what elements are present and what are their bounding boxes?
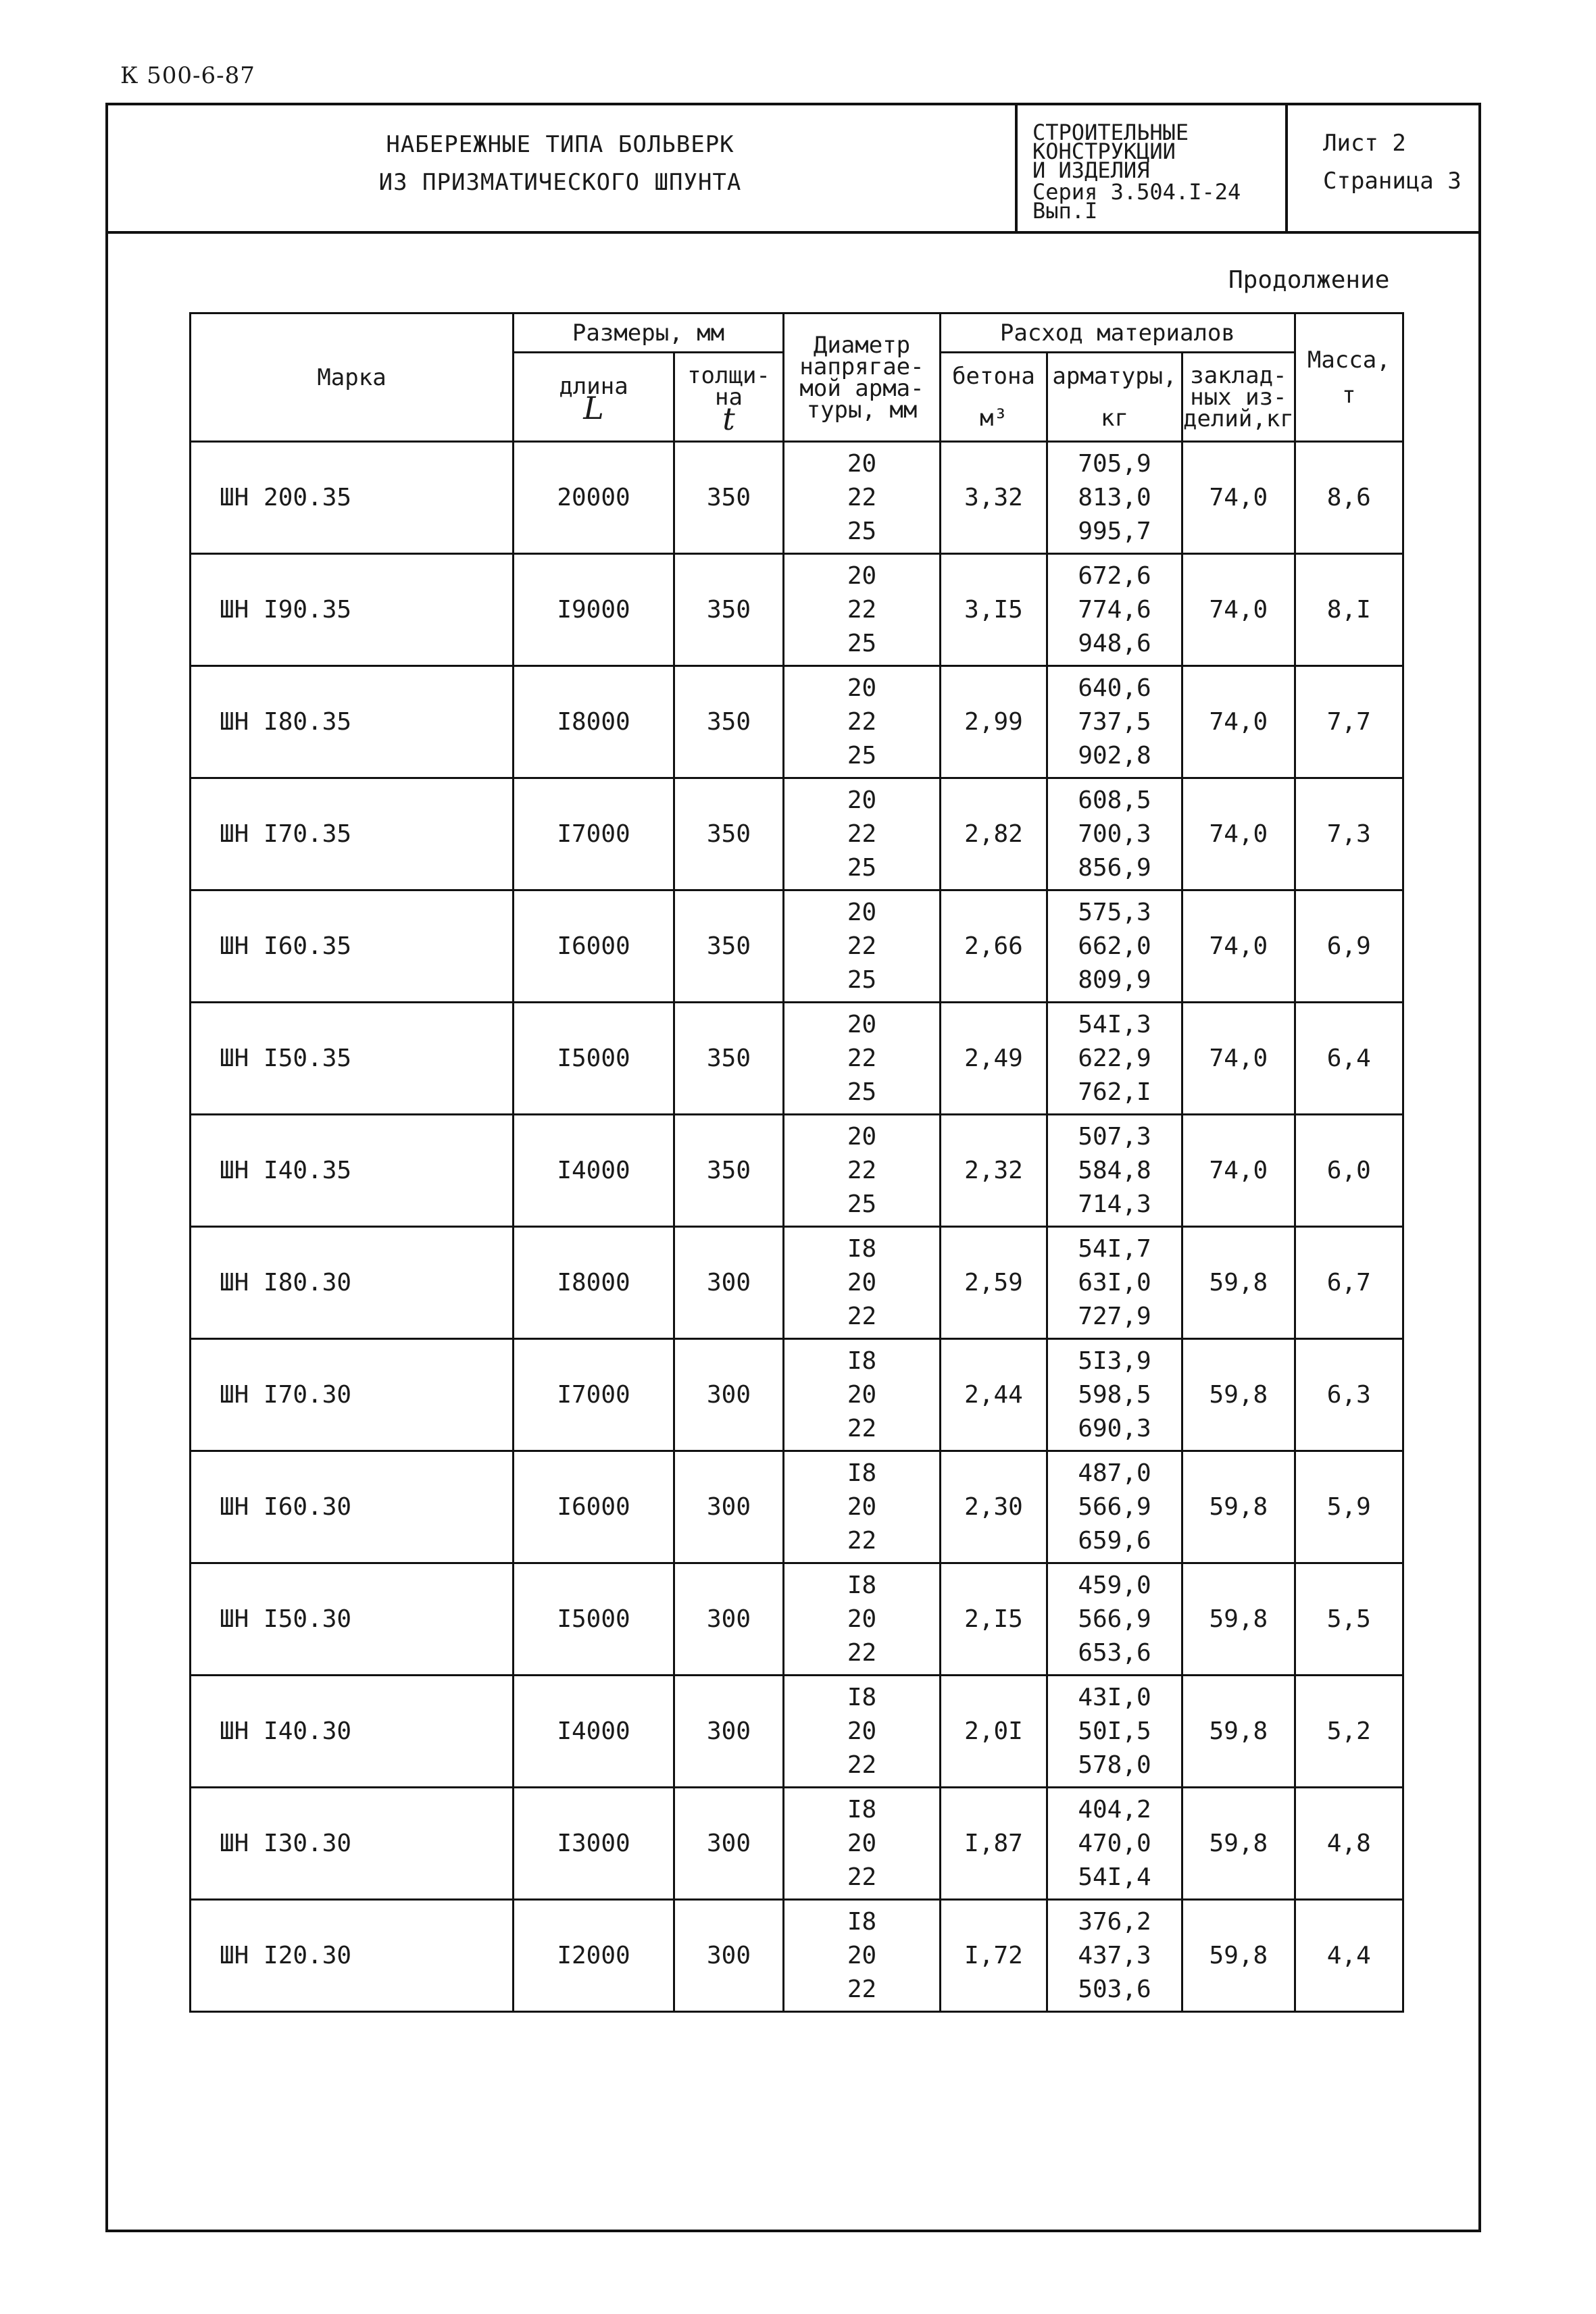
table-row	[191, 1900, 1403, 2012]
cell-diameters-value: 20	[847, 1492, 877, 1521]
cell-thickness: 350	[674, 778, 784, 890]
cell-diameters-value: 20	[847, 1605, 877, 1633]
cell-concrete: 3,I5	[941, 554, 1047, 666]
cell-diameters-value: 22	[847, 1526, 877, 1555]
cell-diameters-value: 25	[847, 517, 877, 545]
cell-concrete: 2,0I	[941, 1676, 1047, 1788]
cell-concrete: 2,I5	[941, 1563, 1047, 1676]
header-mass-unit: т	[1342, 381, 1356, 409]
cell-thickness: 300	[674, 1788, 784, 1900]
cell-concrete: I,72	[941, 1900, 1047, 2012]
header-rebar	[1047, 353, 1182, 442]
cell-diameters	[784, 666, 941, 778]
cell-diameters	[784, 1676, 941, 1788]
sheet-label: Лист 2	[1323, 130, 1406, 157]
cell-diameters-value: I8	[847, 1571, 877, 1599]
cell-length: I4000	[514, 1115, 674, 1227]
cell-marka: ШН I60.35	[191, 890, 514, 1003]
cell-diameters-value: I8	[847, 1347, 877, 1375]
cell-marka: ШН I80.30	[191, 1227, 514, 1339]
cell-rebar-value: 995,7	[1078, 517, 1151, 545]
table-row	[191, 778, 1403, 890]
cell-concrete: 3,32	[941, 442, 1047, 554]
cell-embedded: 74,0	[1182, 890, 1295, 1003]
cell-rebar-value: 662,0	[1078, 932, 1151, 960]
cell-marka: ШН I70.30	[191, 1339, 514, 1451]
cell-diameters-value: 22	[847, 820, 877, 848]
header-length-symbol: L	[583, 389, 604, 426]
cell-diameters	[784, 1900, 941, 2012]
cell-diameters-value: 22	[847, 1751, 877, 1779]
header-thickness	[674, 353, 784, 442]
cell-embedded: 74,0	[1182, 554, 1295, 666]
cell-mass: 6,9	[1295, 890, 1403, 1003]
cell-concrete: 2,59	[941, 1227, 1047, 1339]
cell-marka: ШН 200.35	[191, 442, 514, 554]
header-length-label: длина	[559, 372, 628, 400]
cell-rebar-value: 659,6	[1078, 1526, 1151, 1555]
cell-mass: 6,3	[1295, 1339, 1403, 1451]
sheet-cell	[1288, 103, 1478, 231]
cell-length: I6000	[514, 1451, 674, 1563]
cell-mass: 6,7	[1295, 1227, 1403, 1339]
cell-rebar-value: 566,9	[1078, 1492, 1151, 1521]
title-cell	[105, 103, 1018, 231]
header-thickness-symbol: t	[722, 400, 735, 437]
series-line-1: СТРОИТЕЛЬНЫЕ	[1032, 120, 1189, 145]
cell-rebar	[1047, 1003, 1182, 1115]
cell-rebar-value: 856,9	[1078, 853, 1151, 882]
cell-rebar	[1047, 1339, 1182, 1451]
table-body	[191, 442, 1403, 2012]
cell-mass: 4,4	[1295, 1900, 1403, 2012]
cell-length: 20000	[514, 442, 674, 554]
cell-marka: ШН I20.30	[191, 1900, 514, 2012]
cell-rebar-value: 54I,7	[1078, 1234, 1151, 1263]
series-line-5: Вып.I	[1032, 198, 1098, 224]
cell-rebar-value: 459,0	[1078, 1571, 1151, 1599]
cell-rebar-value: 774,6	[1078, 595, 1151, 624]
cell-embedded: 59,8	[1182, 1676, 1295, 1788]
cell-diameters-value: 22	[847, 1156, 877, 1184]
cell-rebar-value: 705,9	[1078, 449, 1151, 478]
cell-concrete: 2,99	[941, 666, 1047, 778]
cell-marka: ШН I40.35	[191, 1115, 514, 1227]
cell-marka: ШН I50.30	[191, 1563, 514, 1676]
cell-rebar	[1047, 554, 1182, 666]
cell-rebar	[1047, 1563, 1182, 1676]
cell-diameters-value: 22	[847, 1638, 877, 1667]
cell-mass: 5,9	[1295, 1451, 1403, 1563]
header-length	[514, 353, 674, 442]
cell-rebar	[1047, 778, 1182, 890]
cell-rebar-value: 727,9	[1078, 1302, 1151, 1330]
cell-thickness: 350	[674, 442, 784, 554]
cell-rebar-value: 54I,3	[1078, 1010, 1151, 1038]
cell-thickness: 350	[674, 1115, 784, 1227]
cell-diameters-value: I8	[847, 1234, 877, 1263]
cell-thickness: 300	[674, 1676, 784, 1788]
cell-rebar-value: 640,6	[1078, 674, 1151, 702]
cell-rebar-value: 809,9	[1078, 965, 1151, 994]
cell-thickness: 350	[674, 554, 784, 666]
header-rebar-unit: кг	[1101, 404, 1128, 432]
cell-rebar-value: 714,3	[1078, 1190, 1151, 1218]
cell-length: I5000	[514, 1003, 674, 1115]
title-line-1: НАБЕРЕЖНЫЕ ТИПА БОЛЬВЕРК	[386, 131, 734, 158]
cell-rebar-value: 404,2	[1078, 1795, 1151, 1823]
cell-embedded: 59,8	[1182, 1900, 1295, 2012]
cell-diameters-value: 20	[847, 1122, 877, 1151]
cell-embedded: 59,8	[1182, 1788, 1295, 1900]
cell-rebar-value: 737,5	[1078, 707, 1151, 736]
cell-length: I2000	[514, 1900, 674, 2012]
cell-diameters-value: 22	[847, 1302, 877, 1330]
title-block	[105, 103, 1481, 234]
cell-thickness: 300	[674, 1563, 784, 1676]
cell-diameters-value: 25	[847, 853, 877, 882]
table-row	[191, 1451, 1403, 1563]
cell-mass: 5,5	[1295, 1563, 1403, 1676]
cell-diameters-value: 20	[847, 1010, 877, 1038]
cell-diameters-value: 20	[847, 674, 877, 702]
cell-rebar	[1047, 1227, 1182, 1339]
cell-rebar-value: 470,0	[1078, 1829, 1151, 1857]
cell-rebar-value: 487,0	[1078, 1459, 1151, 1487]
cell-mass: 7,3	[1295, 778, 1403, 890]
table-row	[191, 1115, 1403, 1227]
header-concrete	[941, 353, 1047, 442]
cell-diameters-value: I8	[847, 1907, 877, 1936]
table-row	[191, 666, 1403, 778]
cell-embedded: 74,0	[1182, 1115, 1295, 1227]
series-line-4: Серия 3.504.I-24	[1032, 179, 1241, 205]
cell-diameters	[784, 1115, 941, 1227]
cell-diameters-value: I8	[847, 1683, 877, 1711]
cell-rebar-value: 948,6	[1078, 629, 1151, 657]
header-mass	[1295, 313, 1403, 442]
continuation-label: Продолжение	[1228, 266, 1390, 294]
cell-concrete: 2,30	[941, 1451, 1047, 1563]
cell-marka: ШН I40.30	[191, 1676, 514, 1788]
cell-length: I5000	[514, 1563, 674, 1676]
cell-diameters-value: 25	[847, 965, 877, 994]
cell-length: I9000	[514, 554, 674, 666]
cell-rebar-value: 5I3,9	[1078, 1347, 1151, 1375]
cell-diameters-value: 20	[847, 561, 877, 590]
cell-length: I6000	[514, 890, 674, 1003]
cell-diameters-value: I8	[847, 1459, 877, 1487]
cell-embedded: 74,0	[1182, 666, 1295, 778]
cell-rebar-value: 54I,4	[1078, 1863, 1151, 1891]
cell-rebar-value: 50I,5	[1078, 1717, 1151, 1745]
cell-diameters	[784, 1003, 941, 1115]
cell-concrete: 2,49	[941, 1003, 1047, 1115]
cell-diameters-value: 22	[847, 595, 877, 624]
table-row	[191, 890, 1403, 1003]
cell-marka: ШН I80.35	[191, 666, 514, 778]
cell-diameters	[784, 778, 941, 890]
cell-diameters-value: 20	[847, 786, 877, 814]
cell-diameters	[784, 554, 941, 666]
cell-length: I8000	[514, 1227, 674, 1339]
cell-marka: ШН I60.30	[191, 1451, 514, 1563]
cell-rebar-value: 653,6	[1078, 1638, 1151, 1667]
cell-diameters	[784, 1563, 941, 1676]
table-row	[191, 554, 1403, 666]
table-row	[191, 1563, 1403, 1676]
cell-embedded: 74,0	[1182, 442, 1295, 554]
cell-length: I8000	[514, 666, 674, 778]
cell-rebar-value: 622,9	[1078, 1044, 1151, 1072]
cell-marka: ШН I50.35	[191, 1003, 514, 1115]
header-diameter: Диаметр напрягае-мой арма-туры, мм	[784, 313, 941, 442]
cell-marka: ШН I90.35	[191, 554, 514, 666]
cell-rebar	[1047, 666, 1182, 778]
cell-rebar-value: 902,8	[1078, 741, 1151, 770]
cell-length: I3000	[514, 1788, 674, 1900]
cell-concrete: I,87	[941, 1788, 1047, 1900]
cell-embedded: 74,0	[1182, 778, 1295, 890]
header-embedded: заклад-ных из-делий,кг	[1182, 353, 1295, 442]
title-line-2: ИЗ ПРИЗМАТИЧЕСКОГО ШПУНТА	[378, 169, 742, 196]
cell-embedded: 74,0	[1182, 1003, 1295, 1115]
cell-rebar	[1047, 1451, 1182, 1563]
cell-diameters-value: 25	[847, 1190, 877, 1218]
cell-thickness: 300	[674, 1339, 784, 1451]
cell-diameters-value: 25	[847, 629, 877, 657]
cell-thickness: 300	[674, 1451, 784, 1563]
document-code: К 500-6-87	[120, 62, 255, 89]
header-thickness-label: толщи-на	[687, 361, 770, 411]
cell-thickness: 300	[674, 1227, 784, 1339]
table-row	[191, 1003, 1403, 1115]
header-concrete-unit: м³	[980, 404, 1007, 432]
cell-thickness: 300	[674, 1900, 784, 2012]
cell-embedded: 59,8	[1182, 1563, 1295, 1676]
cell-diameters-value: 25	[847, 1078, 877, 1106]
cell-diameters	[784, 1451, 941, 1563]
header-concrete-label: бетона	[952, 362, 1035, 390]
cell-diameters	[784, 1339, 941, 1451]
table-row	[191, 442, 1403, 554]
cell-diameters-value: I8	[847, 1795, 877, 1823]
cell-mass: 6,4	[1295, 1003, 1403, 1115]
cell-length: I7000	[514, 778, 674, 890]
cell-rebar-value: 376,2	[1078, 1907, 1151, 1936]
cell-diameters-value: 20	[847, 1268, 877, 1297]
cell-rebar	[1047, 1115, 1182, 1227]
series-line-2: КОНСТРУКЦИИ	[1032, 139, 1176, 164]
cell-diameters-value: 22	[847, 932, 877, 960]
cell-concrete: 2,82	[941, 778, 1047, 890]
cell-rebar-value: 584,8	[1078, 1156, 1151, 1184]
cell-rebar-value: 63I,0	[1078, 1268, 1151, 1297]
cell-diameters-value: 22	[847, 1414, 877, 1442]
cell-diameters-value: 20	[847, 1829, 877, 1857]
table-row	[191, 1227, 1403, 1339]
cell-rebar-value: 690,3	[1078, 1414, 1151, 1442]
cell-embedded: 59,8	[1182, 1339, 1295, 1451]
header-rebar-label: арматуры,	[1052, 362, 1177, 390]
cell-rebar-value: 608,5	[1078, 786, 1151, 814]
header-sizes: Размеры, мм	[514, 313, 784, 353]
cell-rebar-value: 700,3	[1078, 820, 1151, 848]
cell-mass: 6,0	[1295, 1115, 1403, 1227]
table-row	[191, 1676, 1403, 1788]
cell-rebar-value: 43I,0	[1078, 1683, 1151, 1711]
cell-diameters-value: 20	[847, 1941, 877, 1969]
cell-diameters-value: 22	[847, 1863, 877, 1891]
cell-concrete: 2,32	[941, 1115, 1047, 1227]
cell-rebar-value: 437,3	[1078, 1941, 1151, 1969]
cell-rebar	[1047, 1900, 1182, 2012]
cell-length: I7000	[514, 1339, 674, 1451]
cell-diameters-value: 20	[847, 449, 877, 478]
header-marka: Марка	[191, 313, 514, 442]
series-line-3: И ИЗДЕЛИЯ	[1032, 157, 1150, 183]
cell-diameters-value: 25	[847, 741, 877, 770]
header-mass-label: Масса,	[1307, 346, 1391, 374]
table-row	[191, 1339, 1403, 1451]
cell-diameters-value: 22	[847, 483, 877, 511]
header-materials: Расход материалов	[941, 313, 1295, 353]
cell-diameters-value: 22	[847, 707, 877, 736]
cell-rebar-value: 503,6	[1078, 1975, 1151, 2003]
cell-concrete: 2,66	[941, 890, 1047, 1003]
cell-rebar-value: 566,9	[1078, 1605, 1151, 1633]
cell-diameters	[784, 890, 941, 1003]
cell-thickness: 350	[674, 1003, 784, 1115]
cell-embedded: 59,8	[1182, 1451, 1295, 1563]
cell-rebar-value: 578,0	[1078, 1751, 1151, 1779]
cell-marka: ШН I70.35	[191, 778, 514, 890]
page-label: Страница 3	[1323, 168, 1462, 195]
cell-rebar-value: 672,6	[1078, 561, 1151, 590]
cell-rebar-value: 575,3	[1078, 898, 1151, 926]
cell-mass: 5,2	[1295, 1676, 1403, 1788]
cell-rebar	[1047, 442, 1182, 554]
cell-length: I4000	[514, 1676, 674, 1788]
cell-diameters	[784, 442, 941, 554]
cell-rebar-value: 813,0	[1078, 483, 1151, 511]
cell-diameters-value: 20	[847, 1380, 877, 1409]
cell-rebar	[1047, 1788, 1182, 1900]
cell-mass: 8,6	[1295, 442, 1403, 554]
cell-diameters-value: 22	[847, 1975, 877, 2003]
cell-diameters	[784, 1788, 941, 1900]
cell-mass: 4,8	[1295, 1788, 1403, 1900]
cell-diameters-value: 20	[847, 1717, 877, 1745]
cell-rebar-value: 598,5	[1078, 1380, 1151, 1409]
series-cell	[1018, 103, 1288, 231]
cell-rebar	[1047, 1676, 1182, 1788]
cell-diameters-value: 20	[847, 898, 877, 926]
cell-mass: 8,I	[1295, 554, 1403, 666]
materials-table	[189, 312, 1404, 2013]
cell-thickness: 350	[674, 666, 784, 778]
cell-rebar-value: 762,I	[1078, 1078, 1151, 1106]
cell-diameters-value: 22	[847, 1044, 877, 1072]
cell-concrete: 2,44	[941, 1339, 1047, 1451]
cell-embedded: 59,8	[1182, 1227, 1295, 1339]
cell-rebar-value: 507,3	[1078, 1122, 1151, 1151]
cell-diameters	[784, 1227, 941, 1339]
cell-mass: 7,7	[1295, 666, 1403, 778]
table-row	[191, 1788, 1403, 1900]
cell-thickness: 350	[674, 890, 784, 1003]
cell-rebar	[1047, 890, 1182, 1003]
cell-marka: ШН I30.30	[191, 1788, 514, 1900]
